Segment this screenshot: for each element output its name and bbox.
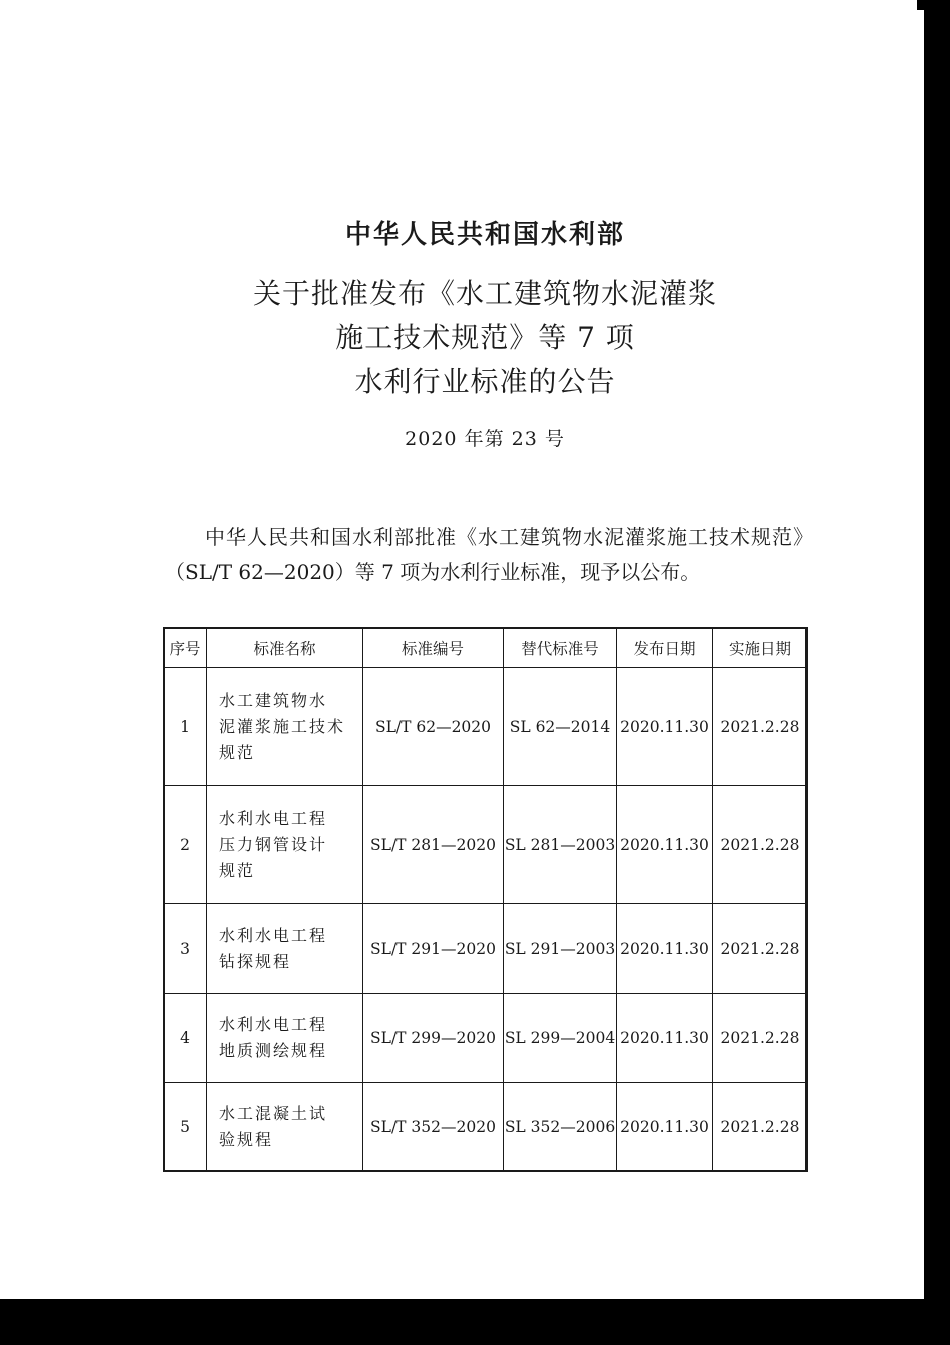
column-header: 替代标准号 (504, 628, 617, 668)
standard-code: SL/T 291—2020 (363, 904, 504, 993)
standard-code: SL/T 281—2020 (363, 786, 504, 904)
name-line: 规范 (219, 860, 256, 880)
standards-table (163, 627, 808, 1172)
table-row (164, 904, 808, 993)
scan-border-right (924, 0, 950, 1345)
effective-date: 2021.2.28 (713, 786, 808, 904)
name-line: 验规程 (219, 1129, 274, 1149)
name-line: 水利水电工程 (219, 1014, 328, 1034)
replaced-code: SL 62—2014 (504, 668, 617, 786)
standard-name (207, 786, 363, 904)
name-line: 压力钢管设计 (219, 834, 328, 854)
column-header: 标准编号 (363, 628, 504, 668)
standard-code: SL/T 299—2020 (363, 993, 504, 1082)
effective-date: 2021.2.28 (713, 904, 808, 993)
standard-name (207, 1082, 363, 1171)
name-line: 水工建筑物水 (219, 690, 328, 710)
publish-date: 2020.11.30 (617, 668, 713, 786)
standard-name (207, 668, 363, 786)
replaced-code: SL 299—2004 (504, 993, 617, 1082)
row-number: 5 (164, 1082, 207, 1171)
announcement-title (0, 272, 950, 404)
replaced-code: SL 352—2006 (504, 1082, 617, 1171)
name-line: 钻探规程 (219, 951, 292, 971)
table-header-row (164, 628, 808, 668)
name-line: 泥灌浆施工技术 (219, 716, 346, 736)
row-number: 4 (164, 993, 207, 1082)
title-line: 水利行业标准的公告 (354, 365, 616, 398)
row-number: 3 (164, 904, 207, 993)
table-row (164, 786, 808, 904)
column-header: 序号 (164, 628, 207, 668)
name-line: 规范 (219, 742, 256, 762)
effective-date: 2021.2.28 (713, 1082, 808, 1171)
name-line: 水工混凝土试 (219, 1103, 328, 1123)
table-row (164, 668, 808, 786)
announcement-number: 2020 年第 23 号 (405, 428, 565, 450)
name-line: 水利水电工程 (219, 925, 328, 945)
publish-date: 2020.11.30 (617, 993, 713, 1082)
standard-name (207, 993, 363, 1082)
publish-date: 2020.11.30 (617, 786, 713, 904)
name-line: 水利水电工程 (219, 808, 328, 828)
replaced-code: SL 291—2003 (504, 904, 617, 993)
title-line: 施工技术规范》等 7 项 (335, 321, 635, 354)
publish-date: 2020.11.30 (617, 904, 713, 993)
intro-paragraph: 中华人民共和国水利部批准《水工建筑物水泥灌浆施工技术规范》（SL/T 62—2020）等 7 项为水利行业标准，现予以公布。 (165, 525, 813, 584)
row-number: 2 (164, 786, 207, 904)
column-header: 实施日期 (713, 628, 808, 668)
publish-date: 2020.11.30 (617, 1082, 713, 1171)
title-line: 关于批准发布《水工建筑物水泥灌浆 (252, 277, 717, 310)
effective-date: 2021.2.28 (713, 993, 808, 1082)
standard-code: SL/T 352—2020 (363, 1082, 504, 1171)
standard-name (207, 904, 363, 993)
table-row (164, 993, 808, 1082)
standard-code: SL/T 62—2020 (363, 668, 504, 786)
effective-date: 2021.2.28 (713, 668, 808, 786)
scan-border-bottom (0, 1299, 950, 1345)
row-number: 1 (164, 668, 207, 786)
issuer-heading: 中华人民共和国水利部 (344, 220, 625, 250)
column-header: 发布日期 (617, 628, 713, 668)
replaced-code: SL 281—2003 (504, 786, 617, 904)
column-header: 标准名称 (207, 628, 363, 668)
table-row (164, 1082, 808, 1171)
name-line: 地质测绘规程 (219, 1040, 328, 1060)
scan-border-notch (917, 0, 924, 10)
